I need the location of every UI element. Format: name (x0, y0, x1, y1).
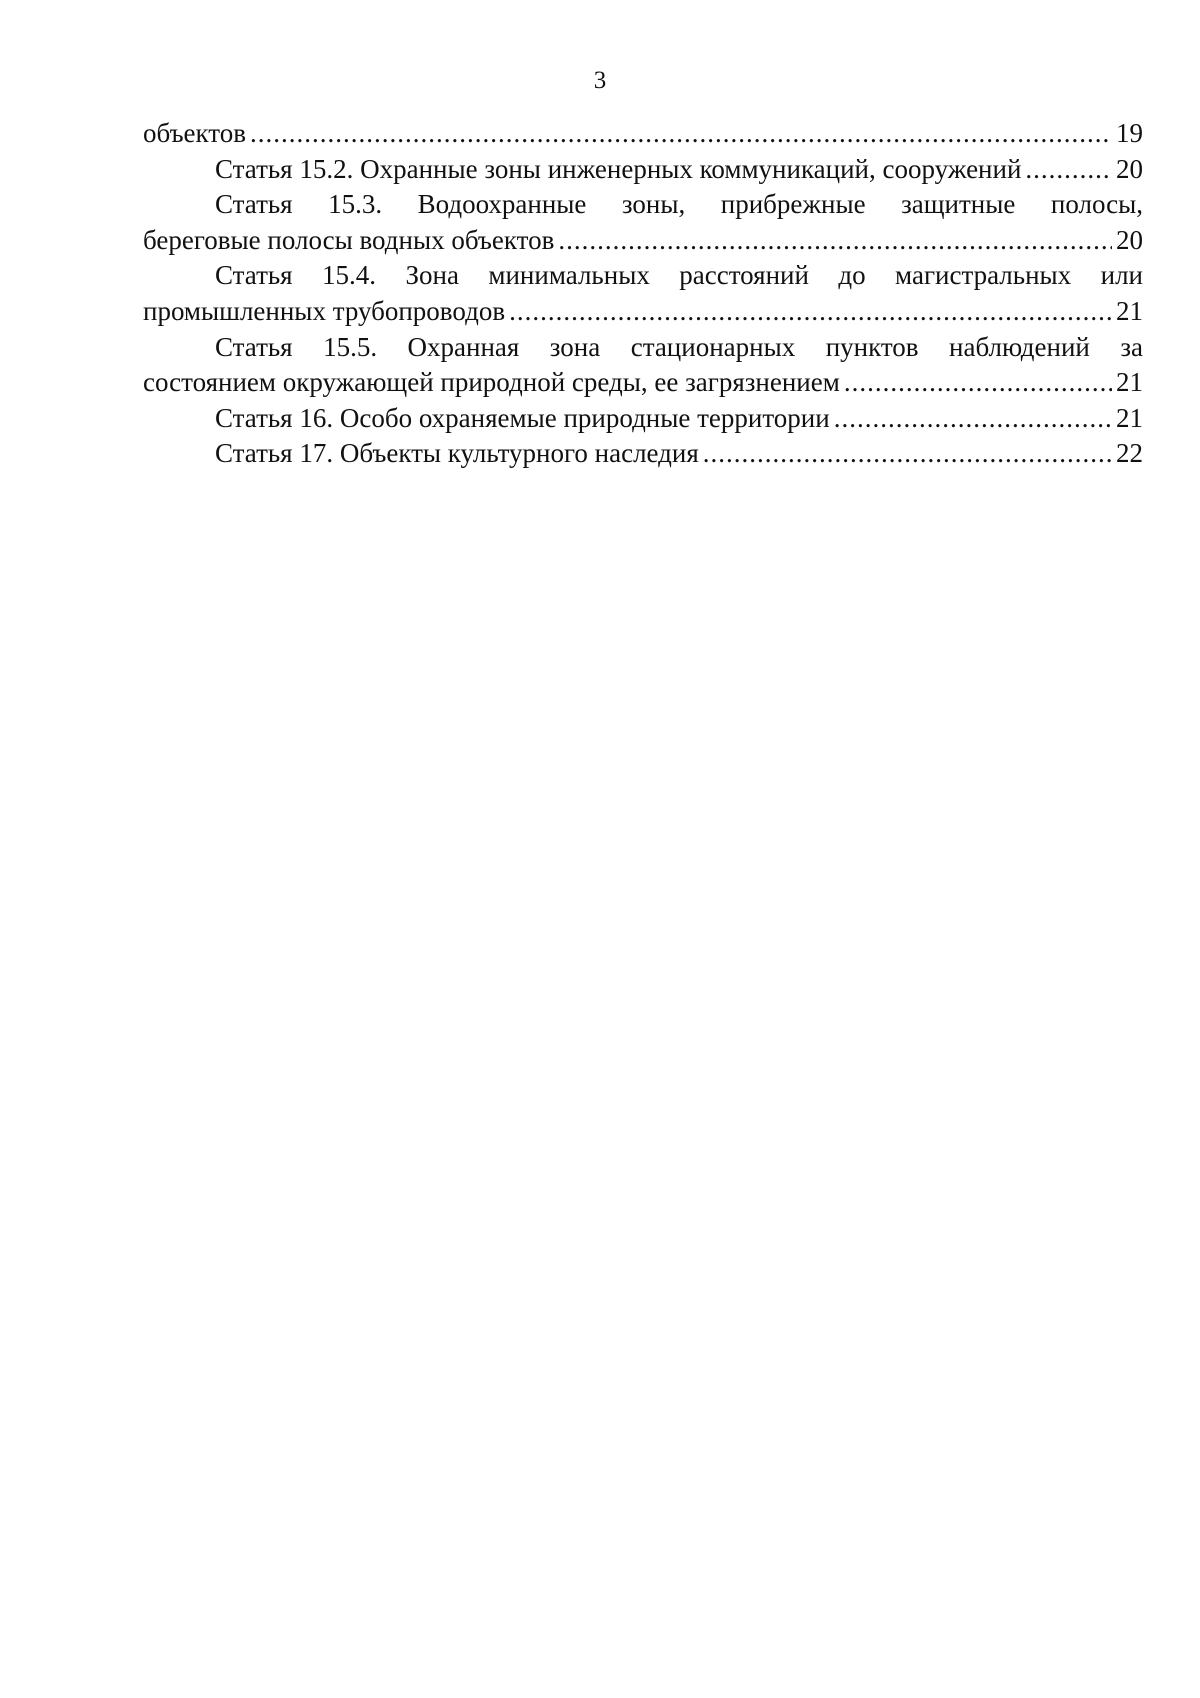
toc-entry-page: 21 (1116, 367, 1143, 398)
toc-entry-page: 20 (1116, 153, 1143, 184)
toc-entry-title-last-line: промышленных трубопроводов (143, 295, 506, 326)
toc-entry-title: объектов (143, 118, 246, 148)
dot-leader (844, 365, 1112, 401)
toc-entry-title-last-line: береговые полосы водных объектов (143, 224, 555, 255)
toc-entry-article-15-3[interactable] (143, 187, 1143, 258)
toc-entry-title-first-line: Статья 15.4. Зона минимальных расстояний до магистральных или (215, 260, 1143, 291)
dot-leader (1025, 152, 1112, 188)
dot-leader (703, 436, 1112, 472)
toc-entry-article-15-5[interactable] (143, 330, 1143, 401)
toc-entry-article-15-2[interactable] (143, 152, 1143, 188)
toc-entry-article-16[interactable] (143, 401, 1143, 437)
toc-entry-article-17[interactable] (143, 436, 1143, 472)
dot-leader (250, 116, 1112, 152)
table-of-contents (143, 116, 1143, 472)
toc-entry-title: Статья 16. Особо охраняемые природные территории (215, 402, 830, 433)
toc-entry-page: 19 (1116, 118, 1143, 148)
toc-entry-article-15-4[interactable] (143, 258, 1143, 329)
toc-entry-title-last-line: состоянием окружающей природной среды, ее загрязнением (143, 367, 840, 398)
dot-leader (509, 294, 1112, 330)
toc-entry-title: Статья 17. Объекты культурного наследия (215, 438, 699, 469)
toc-entry-title-first-line: Статья 15.3. Водоохранные зоны, прибрежные защитные полосы, (215, 189, 1143, 220)
toc-entry-page: 21 (1116, 295, 1143, 326)
toc-entry-objects-continuation[interactable] (143, 116, 1143, 152)
toc-entry-page: 20 (1116, 224, 1143, 255)
dot-leader (558, 223, 1112, 259)
toc-entry-page: 22 (1116, 438, 1143, 469)
toc-entry-page: 21 (1116, 402, 1143, 433)
toc-entry-title-first-line: Статья 15.5. Охранная зона стационарных пунктов наблюдений за (215, 331, 1143, 362)
page-number: 3 (593, 67, 607, 94)
dot-leader (834, 401, 1112, 437)
toc-entry-title: Статья 15.2. Охранные зоны инженерных коммуникаций, сооружений (215, 153, 1022, 184)
